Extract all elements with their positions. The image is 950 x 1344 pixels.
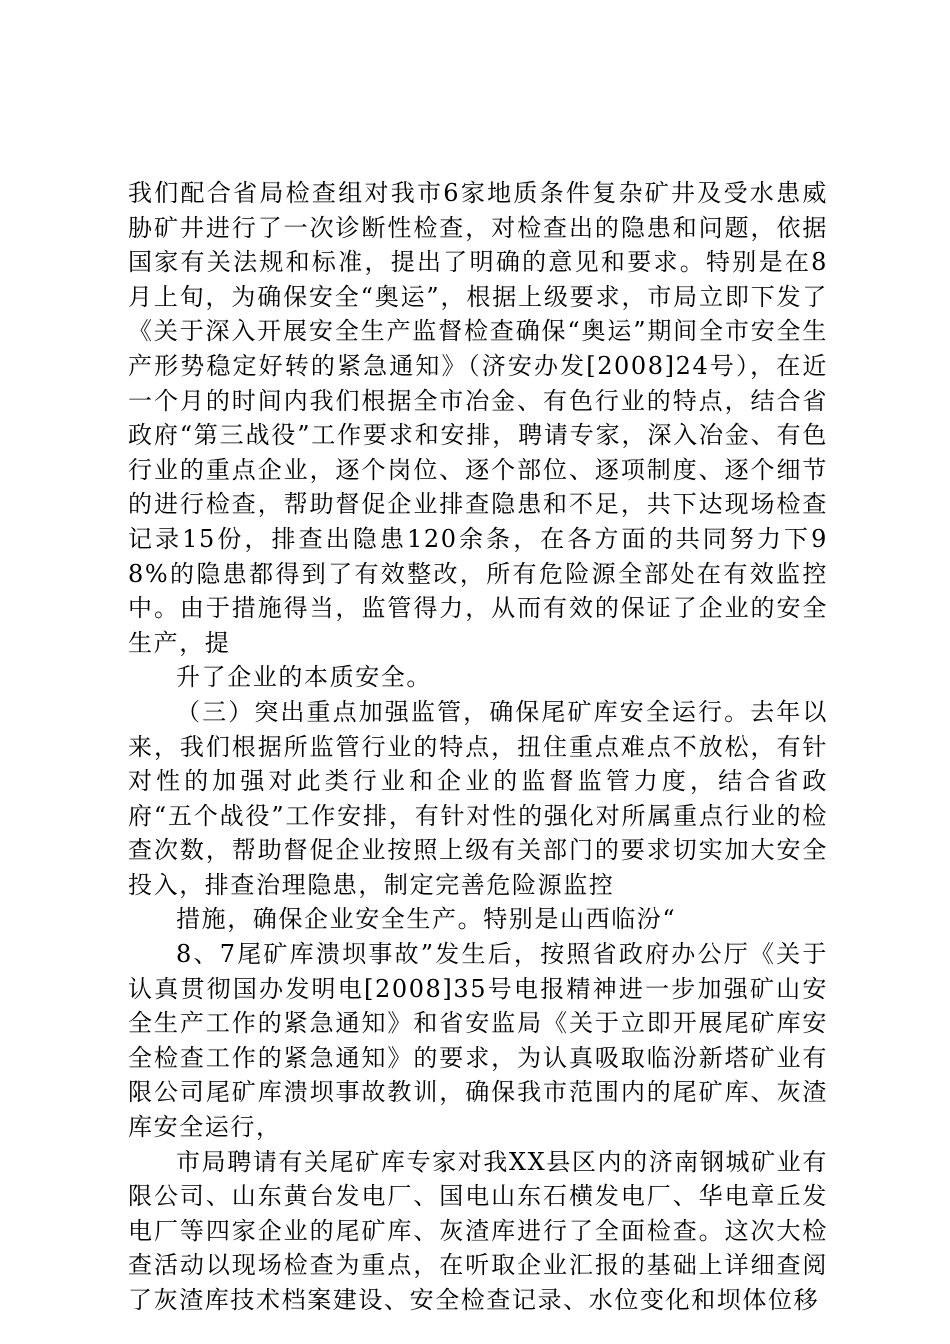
paragraph-1: 我们配合省局检查组对我市6家地质条件复杂矿井及受水患威胁矿井进行了一次诊断性检查，对检查出的隐患和问题，依据国家有关法规和标准，提出了明确的意见和要求。特别是在8月上旬，为确保安全“奥运”，根据上级要求，市局立即下发了《关于深入开展安全生产监督检查确保“奥运”期间全市安全生产形势稳定好转的紧急通知》（济安办发[2008]24号），在近一个月的时间内我们根据全市冶金、有色行业的特点，结合省政府“第三战役”工作要求和安排，聘请专家，深入冶金、有色行业的重点企业，逐个岗位、逐个部位、逐项制度、逐个细节的进行检查，帮助督促企业排查隐患和不足，共下达现场检查记录15份，排查出隐患120余条，在各方面的共同努力下98%的隐患都得到了有效整改，所有危险源全部处在有效监控中。由于措施得当，监管得力，从而有效的保证了企业的安全生产，提: [128, 179, 828, 657]
paragraph-3: （三）突出重点加强监管，确保尾矿库安全运行。去年以来，我们根据所监管行业的特点，扭住重点难点不放松，有针对性的加强对此类行业和企业的监督监管力度，结合省政府“五个战役”工作安排，有针对性的强化对所属重点行业的检查次数，帮助督促企业按照上级有关部门的要求切实加大安全投入，排查治理隐患，制定完善危险源监控: [128, 697, 828, 899]
document-body: [128, 176, 828, 1318]
paragraph-5: 8、7尾矿库溃坝事故”发生后，按照省政府办公厅《关于认真贯彻国办发明电[2008]35号电报精神进一步加强矿山安全生产工作的紧急通知》和省安监局《关于立即开展尾矿库安全检查工作的紧急通知》的要求，为认真吸取临汾新塔矿业有限公司尾矿库溃坝事故教训，确保我市范围内的尾矿库、灰渣库安全运行，: [128, 940, 828, 1142]
paragraph-6: 市局聘请有关尾矿库专家对我XX县区内的济南钢城矿业有限公司、山东黄台发电厂、国电山东石横发电厂、华电章丘发电厂等四家企业的尾矿库、灰渣库进行了全面检查。这次大检查活动以现场检查为重点，在听取企业汇报的基础上详细查阅了灰渣库技术档案建设、安全检查记录、水位变化和坝体位移: [128, 1147, 828, 1314]
paragraph-4: 措施，确保企业安全生产。特别是山西临汾“: [176, 905, 677, 934]
paragraph-2: 升了企业的本质安全。: [176, 663, 432, 692]
